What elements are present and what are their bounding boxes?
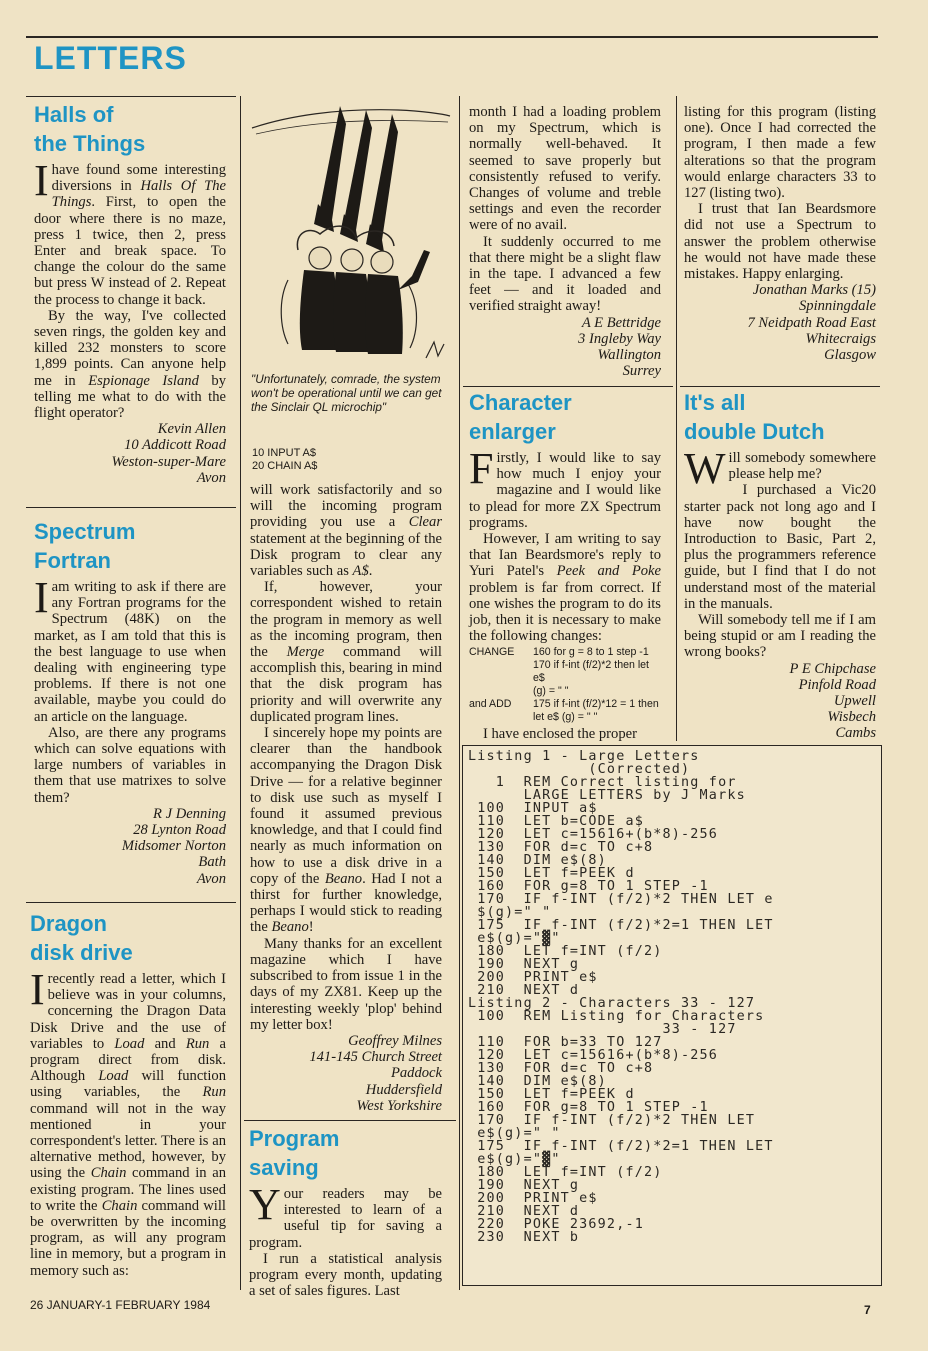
divider [26, 96, 236, 97]
paragraph: Will somebody somewhere please help me? [684, 444, 876, 493]
letter-dragon [30, 909, 226, 1279]
section-title: LETTERS [34, 40, 187, 76]
divider [26, 902, 236, 903]
letter-enlarger-continued [684, 104, 876, 363]
masthead [26, 36, 878, 80]
paragraph: I purchased a Vic20 starter pack not long ago and I have now bought the Introduction to Basic, Part 2, plus the programmers reference guide, but I find that I do not understand most of the material in the manuals. [684, 482, 876, 612]
page-number: 7 [864, 1303, 871, 1317]
paragraph: I have enclosed the proper [483, 726, 637, 743]
paragraph: By the way, I've collected seven rings, the golden key and killed 232 monsters to score 1,899 points. Can anyone help me in Espionage Island by telling me what to do with the flight operator? [34, 307, 226, 422]
letter-heading: Program saving [249, 1126, 340, 1180]
footer-date: 26 JANUARY-1 FEBRUARY 1984 [30, 1298, 211, 1312]
signature: R J Denning 28 Lynton Road Midsomer Norton Bath Avon [121, 805, 226, 887]
paragraph: I trust that Ian Beardsmore did not use a Spectrum to answer the problem otherwise he would not have made these mistakes. Happy enlarging. [684, 201, 876, 283]
paragraph: It suddenly occurred to me that there might be a slight flaw in the tape. I advanced a few feet — and it loaded and verified straight away! [469, 233, 661, 315]
paragraph: Firstly, I would like to say how much I enjoy your magazine and I would like to plead for more ZX Spectrum programs. [469, 444, 661, 531]
divider [463, 386, 673, 387]
paragraph: Irecently read a letter, which I believe was in your columns, concerning the Dragon Data Disk Drive and the use of variables to Load and Run a program direct from disk. Although Load will function using variables, the Run command will not in the way mentioned in your correspondent's letter. There is an alternative method, however, by using the Chain command in an existing program. The lines used to write the Chain command will be overwritten by the incoming program, as will any program line in memory, but a program in memory such as: [30, 965, 227, 1279]
divider [680, 386, 880, 387]
signature: Geoffrey Milnes 141-145 Church Street Paddock Huddersfield West Yorkshire [309, 1032, 442, 1114]
code-changes: CHANGE 160 for g = 8 to 1 step -1 170 if f-int (f/2)*2 then let e$ (g) = " " and ADD 175 if f-int (f/2)*12 = 1 then let e$ (g) = " " [469, 646, 659, 724]
letter-enlarger [469, 388, 661, 743]
letter-heading: Spectrum Fortran [34, 519, 136, 573]
letter-heading: Character enlarger [469, 390, 572, 444]
signature: P E Chipchase Pinfold Road Upwell Wisbech Cambs [789, 660, 876, 742]
column-rule [240, 96, 241, 1290]
letter-dragon-continued [250, 482, 442, 1114]
divider [244, 1120, 456, 1121]
signature: Kevin Allen 10 Addicott Road Weston-super-Mare Avon [111, 421, 226, 486]
program-listing [462, 745, 882, 1286]
paragraph: month I had a loading problem on my Spectrum, which is normally well-behaved. It seemed to save properly but consistently refused to verify. Changes of volume and treble settings and even the recorder were of no avail. [469, 104, 661, 234]
paragraph: Many thanks for an excellent magazine which I have subscribed to from issue 1 in the days of my ZX81. Keep up the interesting weekly 'plop' behind my letter box! [250, 935, 442, 1033]
paragraph: Also, are there any programs which can solve equations with large numbers of variables in them that use matrixes to solve them? [34, 724, 226, 806]
paragraph: Your readers may be interested to learn of a useful tip for saving a program. [249, 1180, 442, 1251]
paragraph: Will somebody tell me if I am being stupid or am I reading the wrong books? [684, 612, 876, 661]
letter-heading: Halls of the Things [34, 102, 146, 156]
letter-saving [249, 1124, 442, 1299]
paragraph: I run a statistical analysis program every month, updating a set of sales figures. Last [249, 1250, 442, 1300]
signature: A E Bettridge 3 Ingleby Way Wallington Surrey [578, 314, 661, 380]
letter-fortran [34, 517, 226, 887]
cartoon-caption: "Unfortunately, comrade, the system won't be operational until we can get the Sinclair QL microchip" [251, 372, 442, 414]
letter-saving-continued [469, 104, 661, 379]
paragraph: If, however, your correspondent wished to retain the program in memory as well as the incoming program, then the Merge command will accomplish this, bearing in mind that the disk program has priority and will overwrite any duplicated program lines. [250, 579, 442, 725]
paragraph: I sincerely hope my points are clearer than the handbook accompanying the Dragon Disk Drive — for a relative beginner to disk use such as myself I found it assumed previous knowledge, and that I could find nearly as much information on how to use a disk drive in a copy of the Beano. Had I not a thirst for further knowledge, perhaps I would stick to reading the Beano! [250, 725, 442, 936]
paragraph: listing for this program (listing one). Once I had corrected the program, I then made a few alterations so that the program would enlarge characters 33 to 127 (listing two). [684, 104, 876, 202]
paragraph: Iam writing to ask if there are any Fortran programs for the Spectrum (48K) on the market, as I am told that this is the best language to use when dealing with engineering type problems. If there is not one available, maybe you could do an article on the language. [34, 573, 226, 725]
paragraph: However, I am writing to say that Ian Beardsmore's reply to Yuri Patel's Peek and Poke problem is far from correct. If one wishes the program to do its job, then it is necessary to make the following changes: [469, 531, 661, 645]
column-rule [459, 96, 460, 1290]
divider [26, 507, 236, 508]
paragraph: will work satisfactorily and so will the incoming program providing you use a Clear statement at the beginning of the Disk program to clear any variables such as A$. [250, 482, 442, 580]
column-rule [676, 96, 677, 741]
letter-heading: It's all double Dutch [684, 390, 825, 444]
listing-text: Listing 1 - Large Letters (Corrected) 1 REM Correct listing for LARGE LETTERS by J Marks 100 INPUT a$ 110 LET b=CODE a$ 120 LET c=15616+(b*8)-256 130 FOR d=c TO c+8 140 DIM e$(8) 150 LET f=PEEK d 160 FOR g=8 TO 1 STEP -1 170 IF f-INT (f/2)*2 THEN LET e $(g)=" " 175 IF f-INT (f/2)*2=1 THEN LET e$(g)="▓" 180 LET f=INT (f/2) 190 NEXT g 200 PRINT e$ 210 NEXT d Listing 2 - Characters 33 - 127 100 REM Listing for Characters 33 - 127 110 FOR b=33 TO 127 120 LET c=15616+(b*8)-256 130 FOR d=c TO c+8 140 DIM e$(8) 150 LET f=PEEK d 160 FOR g=8 TO 1 STEP -1 170 IF f-INT (f/2)*2 THEN LET e$(g)=" " 175 IF f-INT (f/2)*2=1 THEN LET e$(g)="▓" 180 LET f=INT (f/2) 190 NEXT g 200 PRINT e$ 210 NEXT d 220 POKE 23692,-1 230 NEXT b [468, 749, 774, 1245]
letter-dutch [684, 388, 876, 742]
paragraph: Ihave found some interesting diversions in Halls Of The Things. First, to open the door where there is no maze, press 1 twice, then 2, press Enter and break space. To change the colour do the same but press W instead of 2. Repeat the process to change it back. [34, 156, 226, 308]
letter-heading: Dragon disk drive [30, 911, 133, 965]
signature: Jonathan Marks (15) Spinningdale 7 Neidpath Road East Whitecraigs Glasgow [747, 282, 876, 364]
cartoon-illustration [248, 100, 452, 368]
code-sample: 10 INPUT A$ 20 CHAIN A$ [252, 447, 318, 472]
letter-halls [34, 100, 226, 486]
